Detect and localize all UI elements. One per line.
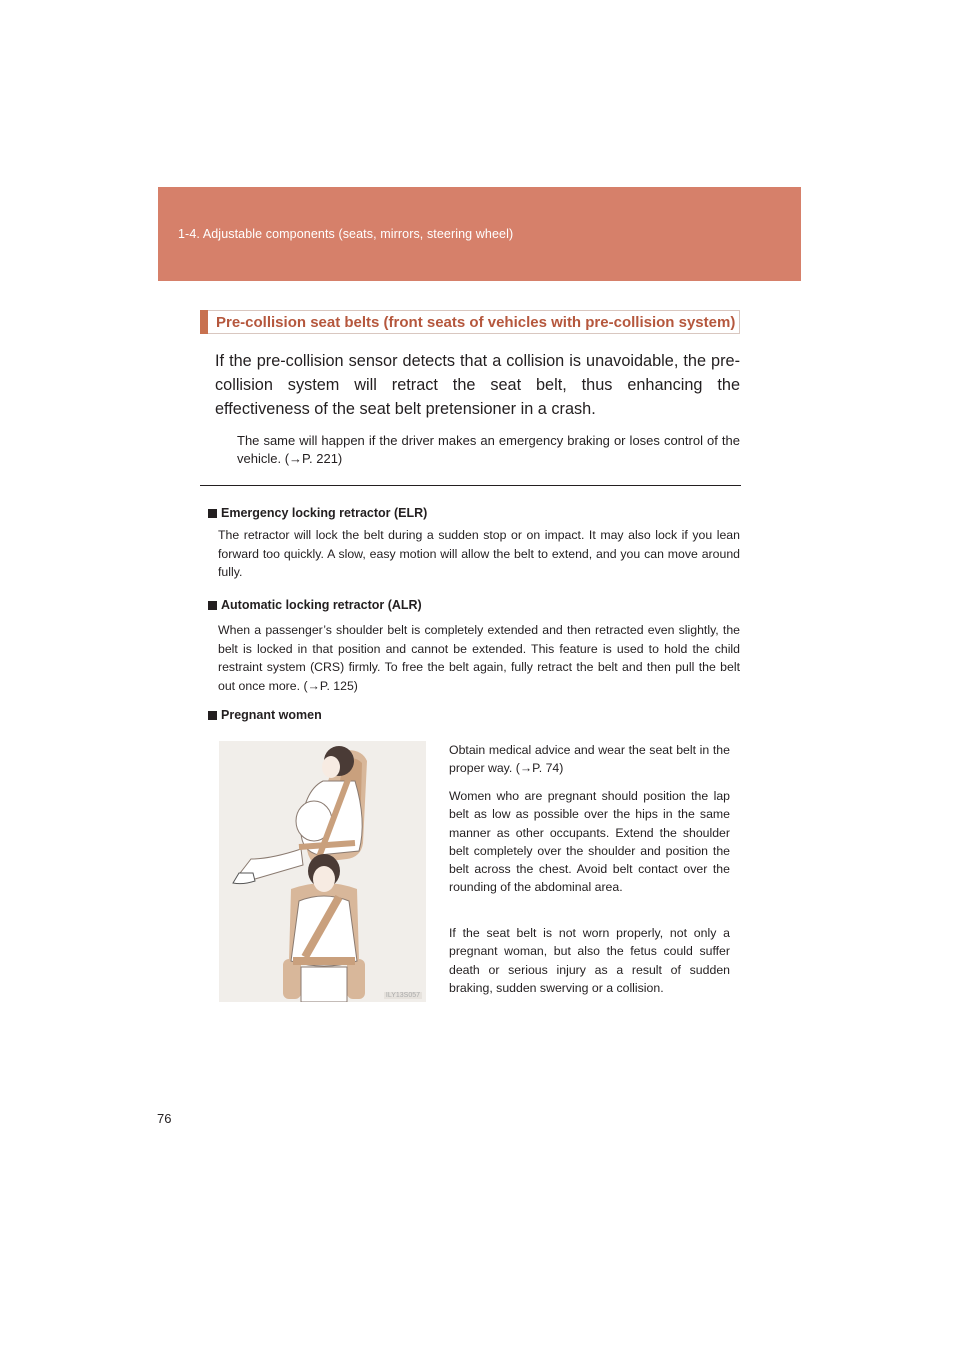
alr-title: Automatic locking retractor (ALR)	[221, 598, 422, 612]
section-title: Pre-collision seat belts (front seats of vehicles with pre-collision system)	[216, 313, 736, 331]
bullet-square-icon	[208, 509, 217, 518]
bullet-square-icon	[208, 601, 217, 610]
pregnant-paragraph-2: Women who are pregnant should position the lap belt as low as possible over the hips in the same manner as other occupants. Extend the shoulder belt completely over the shoulder and position the belt across the chest. Avoid belt contact over the rounding of the abdominal area.	[449, 789, 730, 895]
section-heading	[200, 310, 740, 334]
section-divider	[200, 485, 741, 486]
elr-text: The retractor will lock the belt during a sudden stop or on impact. It may also lock if you lean forward too quickly. A slow, easy motion will allow the belt to extend, and you can move around fully.	[218, 528, 740, 579]
elr-title: Emergency locking retractor (ELR)	[221, 506, 428, 520]
chapter-header-band	[158, 187, 801, 281]
alr-heading	[208, 598, 422, 612]
chapter-breadcrumb: 1-4. Adjustable components (seats, mirrors, steering wheel)	[178, 227, 514, 241]
pregnant-seatbelt-illustration	[219, 741, 426, 1002]
elr-heading	[208, 506, 427, 520]
page-number: 76	[157, 1111, 172, 1126]
pregnant-heading	[208, 708, 322, 722]
illustration-code: ILY13S057	[385, 992, 420, 999]
section-note-paragraph: The same will happen if the driver makes an emergency braking or loses control of the vehicle. (→P. 221)	[237, 433, 740, 466]
pregnant-title: Pregnant women	[221, 708, 322, 722]
bullet-square-icon	[208, 711, 217, 720]
pregnant-paragraph-3: If the seat belt is not worn properly, not only a pregnant woman, but also the fetus could suffer death or serious injury as a result of sudden braking, sudden swerving or a collision.	[449, 926, 730, 995]
seatbelt-figure-icon	[219, 741, 426, 1002]
section-lead-paragraph: If the pre-collision sensor detects that a collision is unavoidable, the pre-collision system will retract the seat belt, thus enhancing the effectiveness of the seat belt pretensioner in a crash.	[215, 352, 740, 418]
alr-text: When a passenger’s shoulder belt is completely extended and then retracted even slightly, the belt is locked in that position and cannot be extended. This feature is used to hold the child restraint system (CRS) firmly. To free the belt again, fully retract the belt and then pull the belt out once more. (→P. 125)	[218, 623, 740, 693]
pregnant-paragraph-1: Obtain medical advice and wear the seat belt in the proper way. (→P. 74)	[449, 743, 730, 776]
heading-accent-bar	[200, 310, 208, 334]
